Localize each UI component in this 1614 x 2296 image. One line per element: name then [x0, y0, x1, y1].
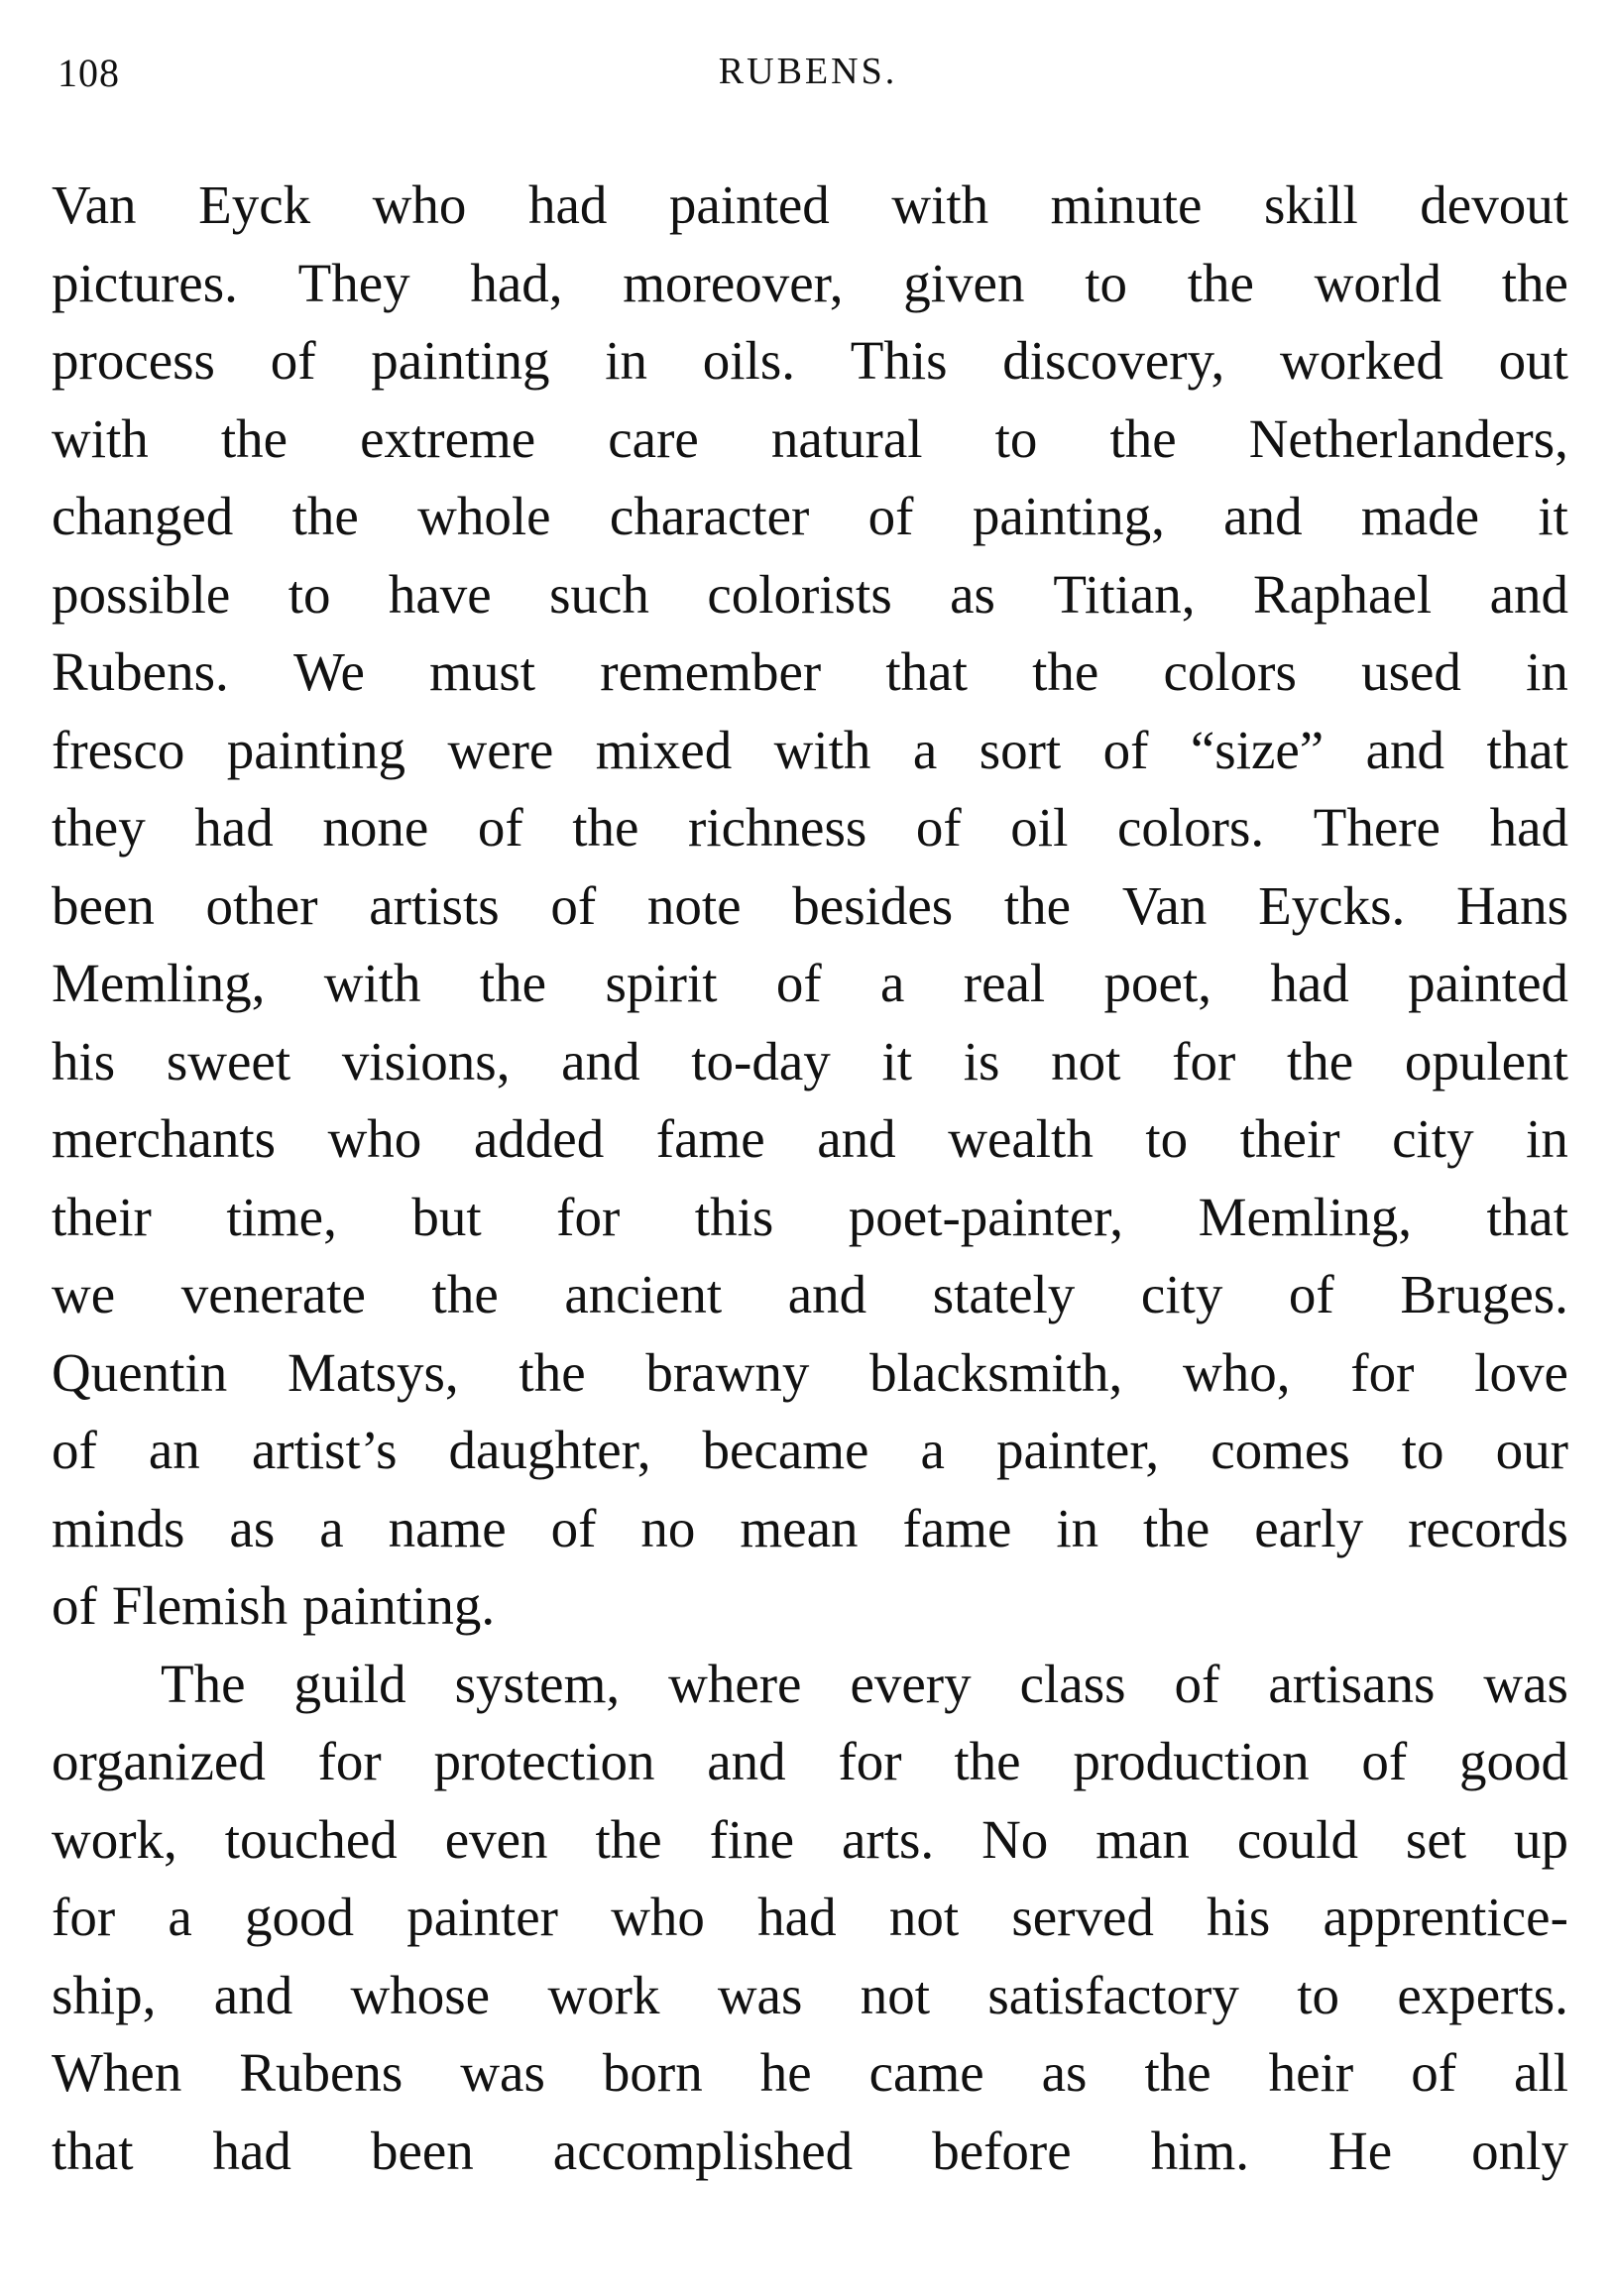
text-line: Van Eyck who had painted with minute skill devout: [52, 174, 1568, 235]
text-line: Memling, with the spirit of a real poet, had painted: [52, 953, 1568, 1013]
text-line: that had been accomplished before him. He only: [52, 2120, 1568, 2181]
text-line: been other artists of note besides the Van Eycks. Hans: [52, 874, 1568, 936]
text-line: we venerate the ancient and stately city of Bruges.: [52, 1264, 1568, 1324]
text-line: fresco painting were mixed with a sort of “size” and that: [52, 719, 1568, 780]
text-line: merchants who added fame and wealth to their city in: [52, 1108, 1568, 1169]
page-number: 108: [58, 51, 120, 95]
text-line: his sweet visions, and to-day it is not for the opulent: [52, 1030, 1568, 1091]
text-line: possible to have such colorists as Titian, Raphael and: [52, 563, 1568, 625]
text-line: pictures. They had, moreover, given to the world the: [52, 252, 1568, 313]
running-title: RUBENS.: [718, 51, 898, 92]
text-line: their time, but for this poet-painter, Memling, that: [52, 1186, 1568, 1247]
text-line: of Flemish painting.: [52, 1575, 496, 1636]
text-line: Rubens. We must remember that the colors used in: [52, 641, 1568, 702]
text-line: with the extreme care natural to the Netherlanders,: [52, 407, 1568, 469]
text-line: The guild system, where every class of artisans was: [161, 1653, 1568, 1714]
body-text: [52, 167, 1568, 2190]
text-line: ship, and whose work was not satisfactory to experts.: [52, 1964, 1568, 2025]
text-line: of an artist’s daughter, became a painter, comes to our: [52, 1420, 1568, 1480]
text-line: Quentin Matsys, the brawny blacksmith, who, for love: [52, 1341, 1568, 1403]
text-line: for a good painter who had not served his apprentice-: [52, 1887, 1568, 1947]
running-head: [50, 50, 1566, 109]
text-line: changed the whole character of painting, and made it: [52, 486, 1568, 546]
text-line: When Rubens was born he came as the heir of all: [52, 2042, 1568, 2103]
text-line: they had none of the richness of oil colors. There had: [52, 797, 1568, 858]
text-line: organized for protection and for the production of good: [52, 1731, 1568, 1791]
text-line: process of painting in oils. This discovery, worked out: [52, 330, 1568, 391]
text-line: work, touched even the fine arts. No man could set up: [52, 1808, 1568, 1870]
text-line: minds as a name of no mean fame in the early records: [52, 1497, 1568, 1558]
